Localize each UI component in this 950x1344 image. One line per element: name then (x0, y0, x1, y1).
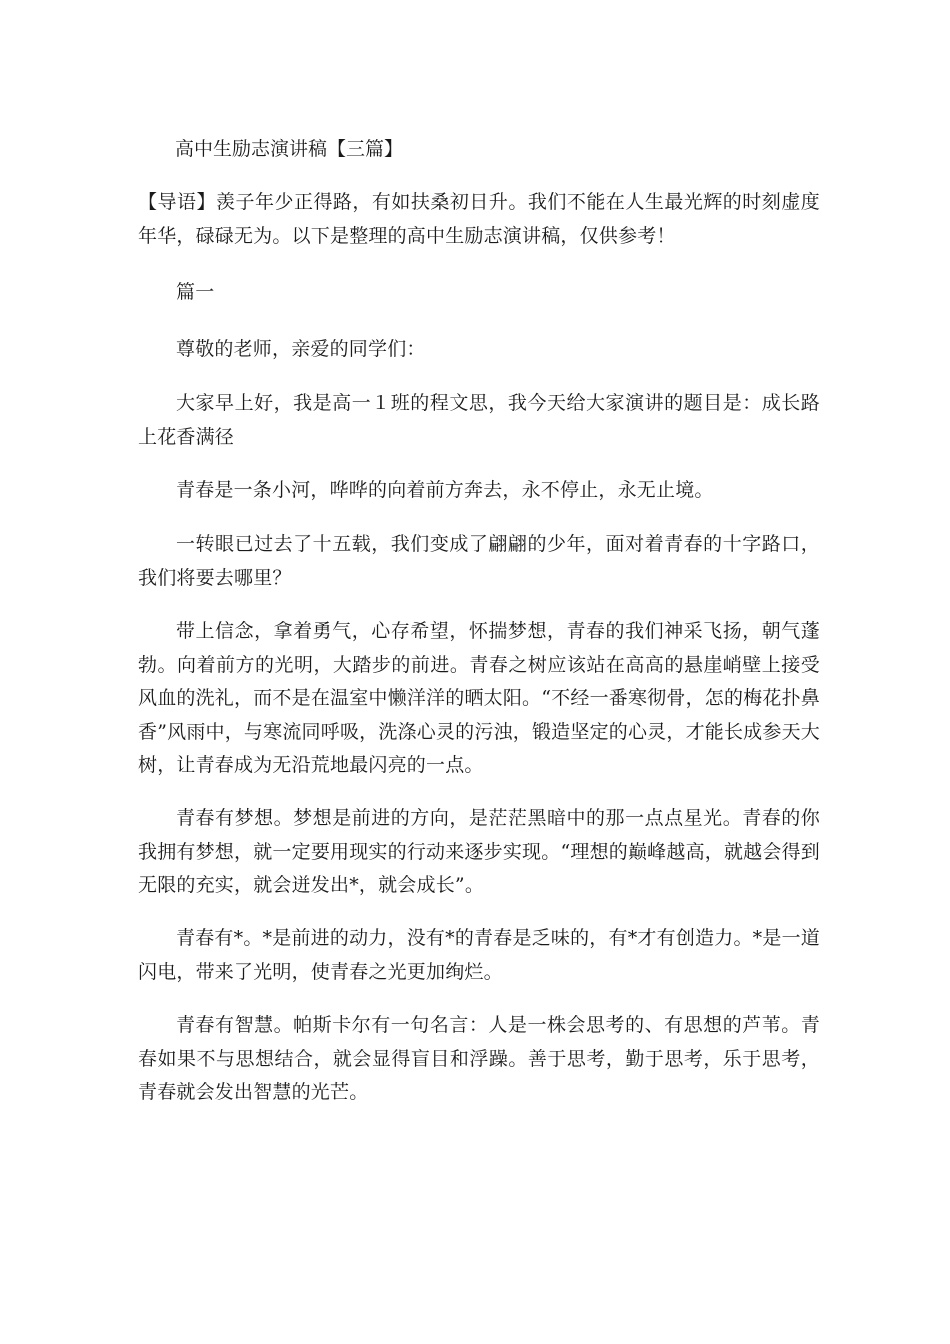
body-paragraph: 带上信念，拿着勇气，心存希望，怀揣梦想，青春的我们神采飞扬，朝气蓬勃。向着前方的光明，大踏步的前进。青春之树应该站在高高的悬崖峭壁上接受风血的洗礼，而不是在温室中懒洋洋的晒太阳。“不经一番寒彻骨，怎的梅花扑鼻香”风雨中，与寒流同呼吸，洗涤心灵的污浊，锻造坚定的心灵，才能长成参天大树，让青春成为无沿荒地最闪亮的一点。 (138, 620, 820, 776)
body-paragraph: 大家早上好，我是高一１班的程文思，我今天给大家演讲的题目是：成长路上花香满径 (138, 392, 820, 448)
body-paragraph: 青春是一条小河，哗哗的向着前方奔去，永不停止，永无止境。 (176, 479, 714, 501)
body-paragraph: 青春有梦想。梦想是前进的方向，是茫茫黑暗中的那一点点星光。青春的你我拥有梦想，就一定要用现实的行动来逐步实现。“理想的巅峰越高，就越会得到无限的充实，就会迸发出*，就会成长”。 (138, 807, 820, 896)
salutation: 尊敬的老师，亲爱的同学们： (176, 338, 426, 360)
body-paragraph: 青春有*。*是前进的动力，没有*的青春是乏味的，有*才有创造力。*是一道闪电，带来了光明，使青春之光更加绚烂。 (138, 927, 820, 983)
section-heading: 篇一 (176, 281, 215, 303)
body-paragraph: 一转眼已过去了十五载，我们变成了翩翩的少年，面对着青春的十字路口，我们将要去哪里？ (138, 533, 820, 589)
document-title: 高中生励志演讲稿【三篇】 (175, 138, 404, 160)
body-paragraph: 青春有智慧。帕斯卡尔有一句名言：人是一株会思考的、有思想的芦苇。青春如果不与思想结合，就会显得盲目和浮躁。善于思考，勤于思考，乐于思考，青春就会发出智慧的光芒。 (138, 1014, 820, 1103)
intro-paragraph: 【导语】羡子年少正得路，有如扶桑初日升。我们不能在人生最光辉的时刻虚度年华，碌碌无为。以下是整理的高中生励志演讲稿，仅供参考！ (138, 191, 820, 247)
